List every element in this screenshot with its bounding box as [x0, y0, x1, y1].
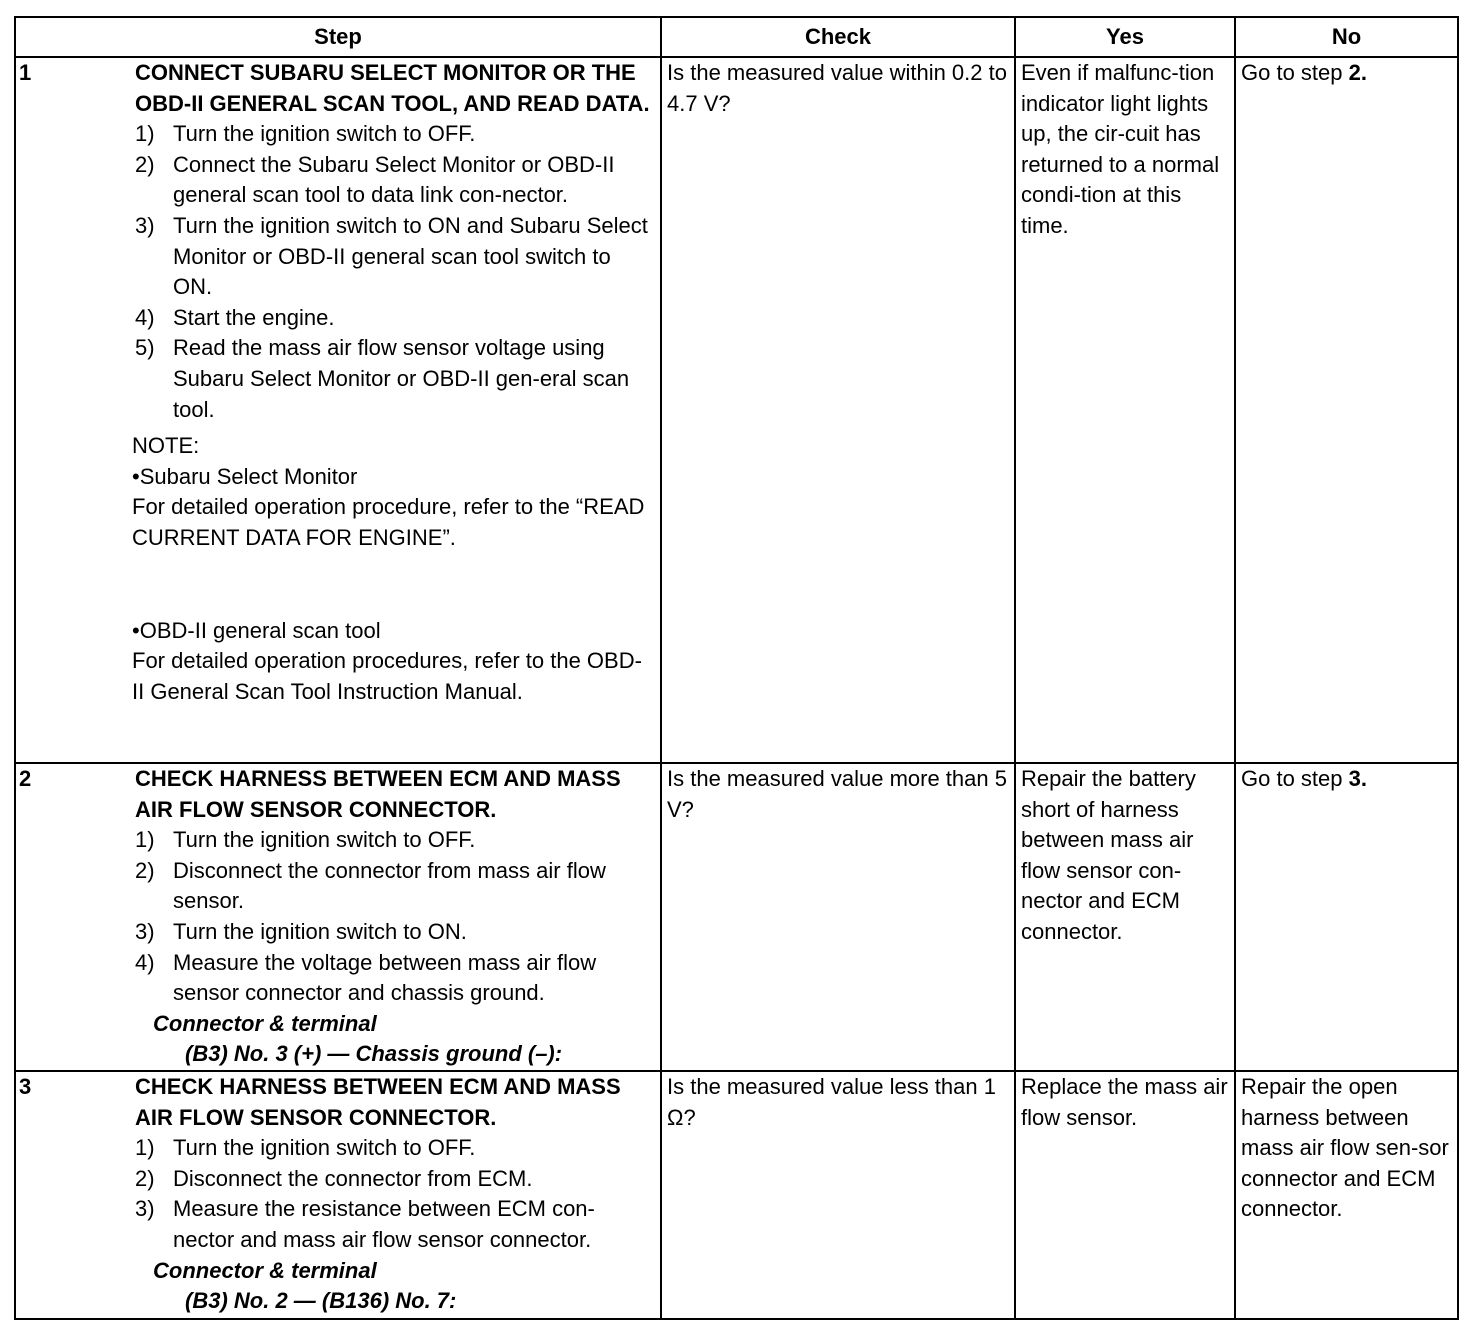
no-text: Go to step [1241, 60, 1349, 85]
header-step: Step [15, 17, 661, 57]
note-block [132, 431, 654, 707]
substep-text: Connect the Subaru Select Monitor or OBD-II general scan tool to data link con-nector. [173, 151, 615, 208]
yes-cell: Even if malfunc-tion indicator light lights up, the cir-cuit has returned to a normal condi-tion at this time. [1015, 57, 1235, 763]
note-item-head: •OBD-II general scan tool [132, 617, 381, 643]
substep-number: 2) [135, 857, 155, 883]
list-item [135, 856, 654, 917]
terminal-label: Connector & terminal [153, 1010, 377, 1036]
step-number: 1 [15, 57, 135, 763]
substep-number: 5) [135, 335, 155, 361]
substep-number: 3) [135, 212, 155, 238]
substep-text: Start the engine. [173, 304, 335, 330]
substep-number: 4) [135, 304, 155, 330]
substep-text: Turn the ignition switch to OFF. [173, 121, 476, 147]
note-item-text: For detailed operation procedure, refer to the “READ CURRENT DATA FOR ENGINE”. [132, 494, 645, 550]
substep-list [135, 825, 654, 1009]
header-yes: Yes [1015, 17, 1235, 57]
check-cell: Is the measured value more than 5 V? [661, 763, 1015, 1071]
substep-text: Turn the ignition switch to ON and Subaru Select Monitor or OBD-II general scan tool switch to ON. [173, 212, 648, 300]
header-no: No [1235, 17, 1458, 57]
list-item [135, 1133, 654, 1164]
check-cell: Is the measured value less than 1 Ω? [661, 1071, 1015, 1319]
terminal-value: (B3) No. 2 — (B136) No. 7: [185, 1288, 457, 1314]
step-title: CHECK HARNESS BETWEEN ECM AND MASS AIR FLOW SENSOR CONNECTOR. [135, 1074, 621, 1130]
step-title: CONNECT SUBARU SELECT MONITOR OR THE OBD-II GENERAL SCAN TOOL, AND READ DATA. [135, 60, 650, 116]
table-row [15, 763, 1458, 1071]
substep-list [135, 119, 654, 425]
yes-cell: Replace the mass air flow sensor. [1015, 1071, 1235, 1319]
check-cell: Is the measured value within 0.2 to 4.7 V? [661, 57, 1015, 763]
substep-text: Turn the ignition switch to OFF. [173, 1135, 476, 1161]
list-item [135, 150, 654, 211]
substep-text: Disconnect the connector from mass air flow sensor. [173, 857, 606, 914]
list-item [135, 119, 654, 150]
substep-text: Disconnect the connector from ECM. [173, 1165, 533, 1191]
step-ref: 3. [1348, 766, 1367, 791]
no-text: Go to step [1241, 766, 1349, 791]
no-cell [1235, 763, 1458, 1071]
diagnostic-table [14, 16, 1459, 1320]
substep-number: 1) [135, 827, 155, 853]
substep-number: 4) [135, 949, 155, 975]
spacer [132, 554, 654, 616]
step-cell [135, 1071, 661, 1319]
table-header-row [15, 17, 1458, 57]
substep-number: 1) [135, 121, 155, 147]
step-cell [132, 57, 661, 763]
substep-text: Measure the resistance between ECM con-nector and mass air flow sensor connector. [173, 1196, 595, 1252]
step-title: CHECK HARNESS BETWEEN ECM AND MASS AIR FLOW SENSOR CONNECTOR. [135, 766, 621, 822]
list-item [135, 1194, 654, 1255]
list-item [135, 1164, 654, 1195]
substep-number: 3) [135, 1196, 155, 1222]
substep-number: 3) [135, 918, 155, 944]
step-cell [135, 763, 661, 1071]
yes-cell: Repair the battery short of harness between mass air flow sensor con-nector and ECM connector. [1015, 763, 1235, 1071]
step-number: 2 [15, 763, 135, 1071]
substep-number: 1) [135, 1135, 155, 1161]
no-cell: Repair the open harness between mass air flow sen-sor connector and ECM connector. [1235, 1071, 1458, 1319]
list-item [135, 333, 654, 425]
note-item-text: For detailed operation procedures, refer to the OBD-II General Scan Tool Instruction Manual. [132, 648, 642, 704]
note-label: NOTE: [132, 433, 200, 459]
substep-text: Measure the voltage between mass air flow sensor connector and chassis ground. [173, 949, 597, 1006]
terminal-value: (B3) No. 3 (+) — Chassis ground (–): [185, 1041, 563, 1067]
list-item [135, 948, 654, 1009]
list-item [135, 917, 654, 948]
substep-list [135, 1133, 654, 1255]
list-item [135, 825, 654, 856]
step-ref: 2. [1348, 60, 1367, 85]
list-item [135, 211, 654, 303]
step-number: 3 [15, 1071, 135, 1319]
table-row [15, 1071, 1458, 1319]
table-row [15, 57, 1458, 763]
substep-text: Turn the ignition switch to OFF. [173, 827, 476, 853]
note-item-head: •Subaru Select Monitor [132, 463, 358, 489]
list-item [135, 303, 654, 334]
header-check: Check [661, 17, 1015, 57]
substep-text: Turn the ignition switch to ON. [173, 918, 467, 944]
terminal-label: Connector & terminal [153, 1257, 377, 1283]
no-cell [1235, 57, 1458, 763]
substep-number: 2) [135, 1165, 155, 1191]
substep-text: Read the mass air flow sensor voltage using Subaru Select Monitor or OBD-II gen-eral scan tool. [173, 335, 630, 422]
substep-number: 2) [135, 151, 155, 177]
